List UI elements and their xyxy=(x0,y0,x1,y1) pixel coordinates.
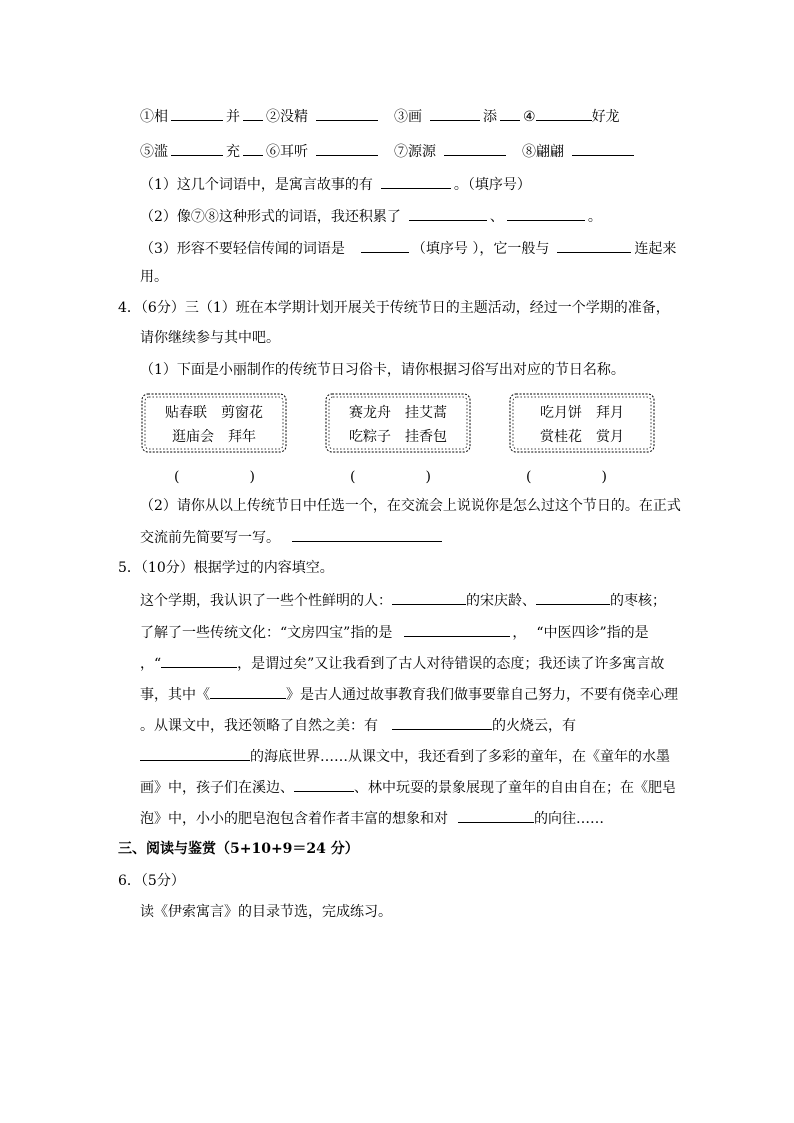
q4-head: 4．（6分）三（1）班在本学期计划开展关于传统节日的主题活动，经过一个学期的准备， xyxy=(118,300,670,316)
q5-line-7: 画》中，孩子们在溪边、 、林中玩耍的景象展现了童年的自由自在；在《肥皂 xyxy=(140,777,676,797)
blank[interactable] xyxy=(500,106,520,121)
blank[interactable] xyxy=(430,106,480,121)
blank[interactable] xyxy=(557,238,631,253)
blank[interactable] xyxy=(171,141,223,156)
blank[interactable] xyxy=(409,206,487,221)
blank[interactable] xyxy=(392,590,466,605)
q5-line-2: 了解了一些传统文化：“文房四宝”指的是 ， “中医四诊”指的是 xyxy=(140,622,649,642)
q3-sub2: （2）像⑦⑧这种形式的词语，我还积累了 、 。 xyxy=(140,206,602,226)
q6-text: 读《伊索寓言》的目录节选，完成练习。 xyxy=(140,904,392,920)
idiom-5: ⑤滥 xyxy=(140,144,168,160)
card-line: 赛龙舟 挂艾蒿 xyxy=(349,405,447,421)
blank[interactable] xyxy=(458,808,534,823)
custom-card-spring xyxy=(140,392,288,454)
idiom-4: ④ xyxy=(523,109,536,125)
blank[interactable] xyxy=(294,777,354,792)
idiom-3-mid: 添 xyxy=(483,109,497,125)
card-line: 吃粽子 挂香包 xyxy=(349,429,447,445)
q5-line-5: 。从课文中，我还领略了自然之美：有 的火烧云，有 xyxy=(140,715,576,735)
blank[interactable] xyxy=(292,527,442,542)
blank[interactable] xyxy=(392,715,492,730)
q3-sub3-cont: 用。 xyxy=(140,269,168,285)
blank[interactable] xyxy=(243,106,263,121)
idiom-6: ⑥耳听 xyxy=(266,144,308,160)
q4-sub2-cont: 交流前先简要写一写。 xyxy=(140,527,445,547)
blank[interactable] xyxy=(444,141,506,156)
blank[interactable] xyxy=(572,141,634,156)
q4-sub2: （2）请你从以上传统节日中任选一个，在交流会上说说你是怎么过这个节日的。在正式 xyxy=(140,498,681,514)
blank[interactable] xyxy=(140,746,250,761)
idiom-7: ⑦源源 xyxy=(394,144,436,160)
blank[interactable] xyxy=(243,141,263,156)
idiom-5-mid: 充 xyxy=(226,144,240,160)
q5-line-3: ，“ ，是谓过矣”又让我看到了古人对待错误的态度；我还读了许多寓言故 xyxy=(140,653,664,673)
custom-cards xyxy=(140,392,680,485)
q5-head: 5．（10分）根据学过的内容填空。 xyxy=(118,560,334,576)
q5-line-4: 事，其中《 》是古人通过故事教育我们做事要靠自己努力，不要有侥幸心理 xyxy=(140,684,678,704)
card-line: 贴春联 剪窗花 xyxy=(165,405,263,421)
q3-row1 xyxy=(140,106,620,126)
idiom-1-mid: 并 xyxy=(226,109,240,125)
section-heading: 三、阅读与鉴赏（5+10+9＝24 分） xyxy=(118,841,359,857)
q3-row2 xyxy=(140,141,637,161)
blank[interactable] xyxy=(507,206,585,221)
blank[interactable] xyxy=(171,106,223,121)
blank[interactable] xyxy=(316,141,378,156)
idiom-8: ⑧翩翩 xyxy=(522,144,564,160)
festival-answer-3[interactable]: ( ) xyxy=(526,469,607,485)
q5-line-1: 这个学期，我认识了一些个性鲜明的人： 的宋庆龄、 的枣核； xyxy=(140,590,666,610)
blank[interactable] xyxy=(381,174,451,189)
q3-sub1: （1）这几个词语中，是寓言故事的有 。（填序号） xyxy=(140,174,531,194)
idiom-3: ③画 xyxy=(394,109,422,125)
q5-line-8: 泡》中，小小的肥皂泡包含着作者丰富的想象和对 的向往…… xyxy=(140,808,604,828)
card-line: 吃月饼 拜月 xyxy=(540,405,624,421)
festival-answer-1[interactable]: ( ) xyxy=(174,469,255,485)
blank[interactable] xyxy=(361,238,409,253)
blank[interactable] xyxy=(316,106,378,121)
blank[interactable] xyxy=(536,590,610,605)
q4-head-cont: 请你继续参与其中吧。 xyxy=(140,330,280,346)
idiom-1-start: ①相 xyxy=(140,109,168,125)
q3-sub3: （3）形容不要轻信传闻的词语是 （填序号 ），它一般与 连起来 xyxy=(140,238,676,258)
card-line: 逛庙会 拜年 xyxy=(172,429,256,445)
blank[interactable] xyxy=(404,622,510,637)
blank[interactable] xyxy=(536,106,592,121)
q6-head: 6．（5分） xyxy=(118,873,185,889)
blank[interactable] xyxy=(210,684,286,699)
q5-line-6: 的海底世界……从课文中，我还看到了多彩的童年，在《童年的水墨 xyxy=(140,746,670,766)
custom-card-dragon-boat xyxy=(324,392,472,454)
card-line: 赏桂花 赏月 xyxy=(540,429,624,445)
blank[interactable] xyxy=(161,653,237,668)
custom-card-mid-autumn xyxy=(508,392,656,454)
q4-sub1: （1）下面是小丽制作的传统节日习俗卡，请你根据习俗写出对应的节日名称。 xyxy=(140,362,625,378)
idiom-4-end: 好龙 xyxy=(591,109,620,125)
idiom-2: ②没精 xyxy=(266,109,308,125)
festival-answer-2[interactable]: ( ) xyxy=(350,469,431,485)
